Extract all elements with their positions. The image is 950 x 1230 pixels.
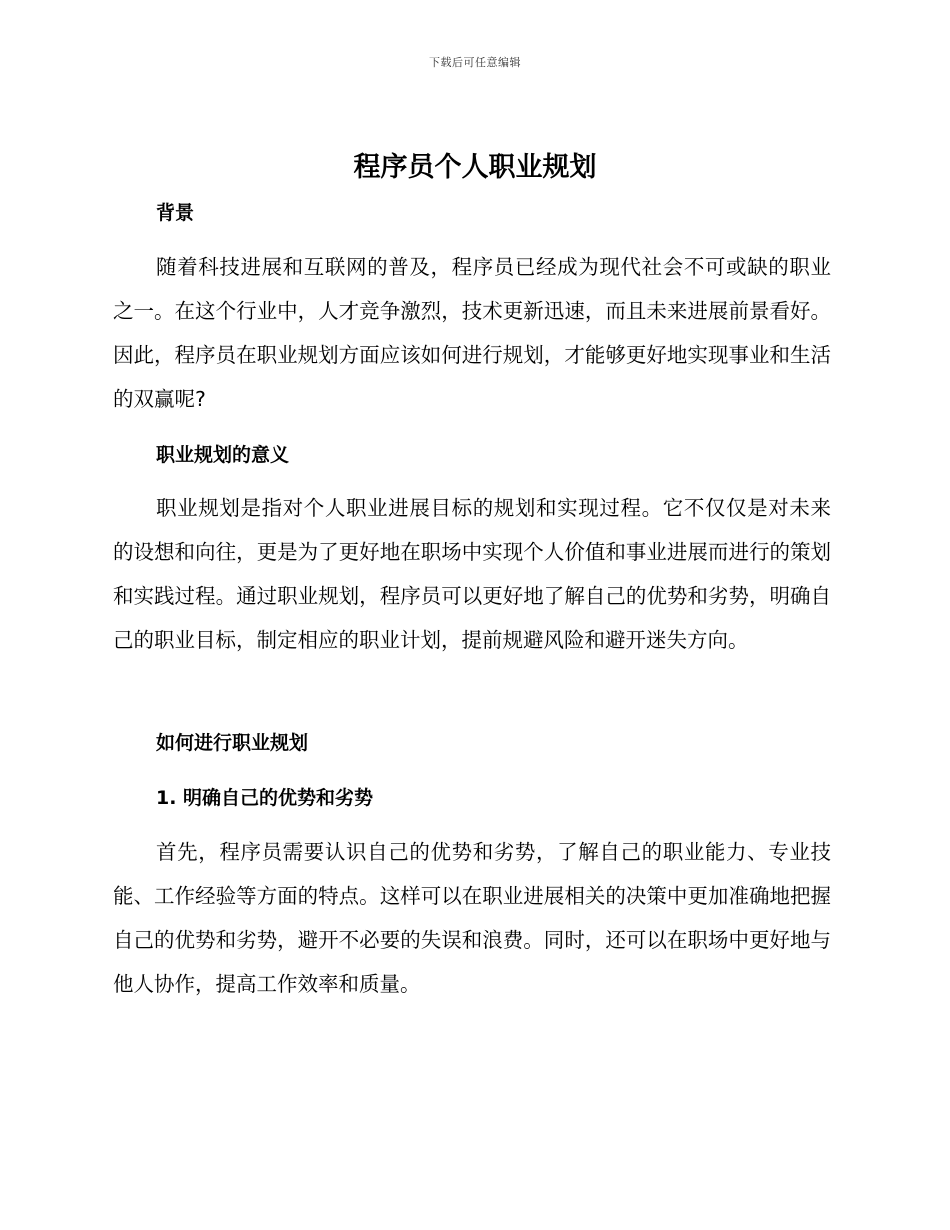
section-heading-meaning: 职业规划的意义 [156,444,290,466]
section-heading-background: 背景 [156,202,195,224]
page-header-note: 下载后可任意编辑 [429,56,521,69]
subsection-heading-strengths: 1. 明确自己的优势和劣势 [156,787,374,809]
document-title: 程序员个人职业规划 [353,152,597,183]
section-paragraph-meaning: 职业规划是指对个人职业进展目标的规划和实现过程。它不仅仅是对未来的设想和向往，更是为了更好地在职场中实现个人价值和事业进展而进行的策划和实践过程。通过职业规划，程序员可以更好地了解自己的优势和劣势，明确自己的职业目标，制定相应的职业计划，提前规避风险和避开迷失方向。 [113,496,831,652]
subsection-paragraph-strengths: 首先，程序员需要认识自己的优势和劣势，了解自己的职业能力、专业技能、工作经验等方面的特点。这样可以在职业进展相关的决策中更加准确地把握自己的优势和劣势，避开不必要的失误和浪费。同时，还可以在职场中更好地与他人协作，提高工作效率和质量。 [113,840,831,996]
section-heading-how-to-plan: 如何进行职业规划 [156,732,309,754]
section-paragraph-background: 随着科技进展和互联网的普及，程序员已经成为现代社会不可或缺的职业之一。在这个行业中，人才竞争激烈，技术更新迅速，而且未来进展前景看好。因此，程序员在职业规划方面应该如何进行规划，才能够更好地实现事业和生活的双赢呢? [113,255,831,411]
